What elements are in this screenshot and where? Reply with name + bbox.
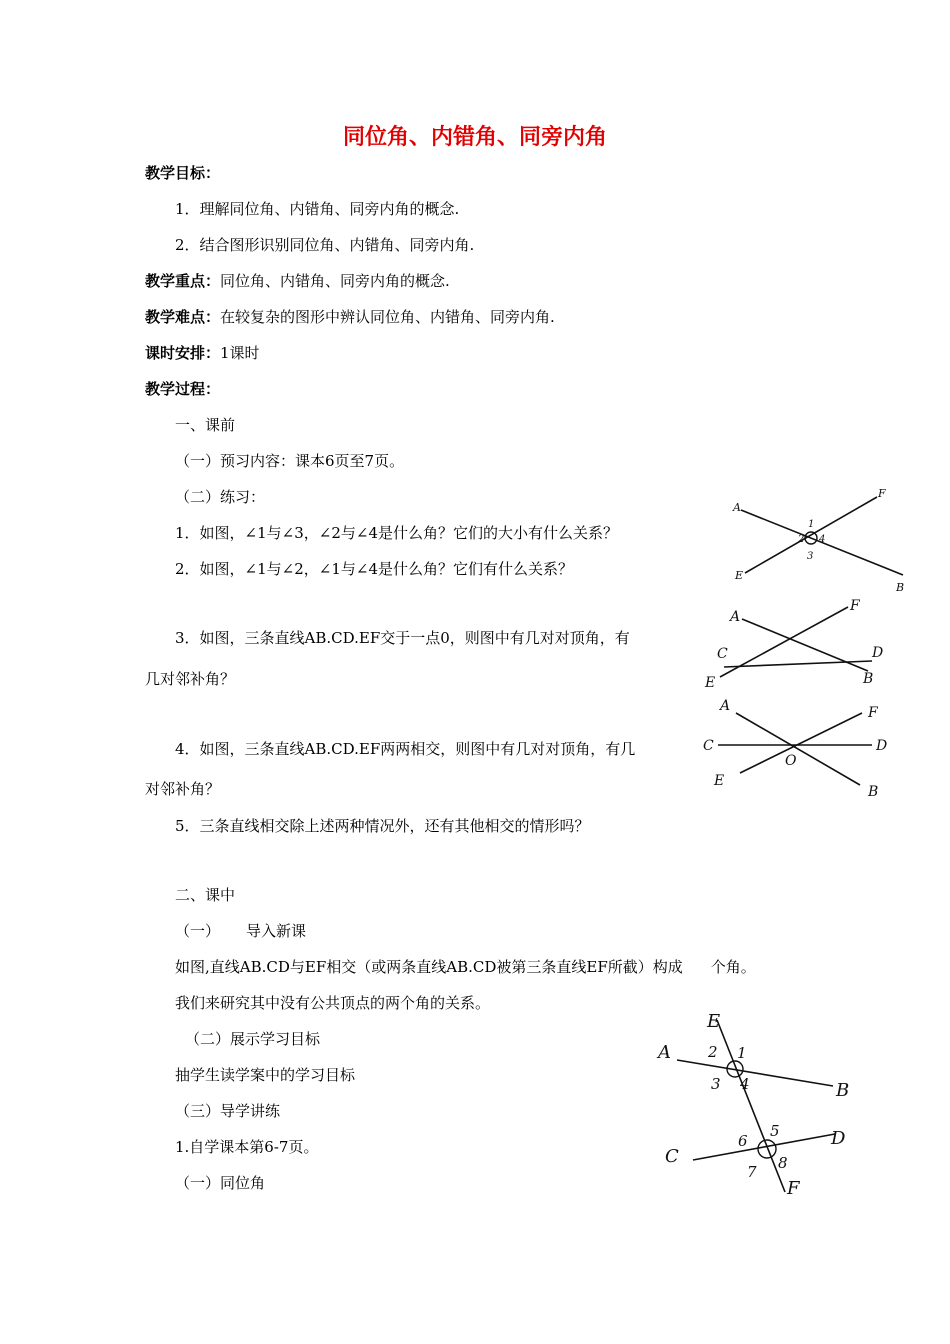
process-label: 教学过程： bbox=[145, 380, 221, 398]
process-heading bbox=[145, 379, 220, 399]
label-a: A bbox=[730, 609, 741, 625]
corresponding-angles-heading: （一）同位角 bbox=[175, 1174, 266, 1192]
goal-1: 1．理解同位角、内错角、同旁内角的概念. bbox=[175, 200, 460, 218]
label-o: O bbox=[785, 753, 797, 769]
page-title: 同位角、内错角、同旁内角 bbox=[342, 125, 607, 150]
intro-number: （一） bbox=[175, 922, 221, 940]
angle-1-label: 1 bbox=[808, 519, 815, 530]
figure-three-lines-one-point bbox=[700, 595, 900, 695]
line-ab bbox=[677, 1060, 833, 1086]
angle-2-label: 2 bbox=[708, 1043, 718, 1061]
goal-2: 2．结合图形识别同位角、内错角、同旁内角. bbox=[175, 236, 475, 254]
label-c: C bbox=[665, 1146, 679, 1167]
label-d: D bbox=[831, 1128, 846, 1149]
goals-heading bbox=[145, 163, 220, 183]
show-goals-text: 抽学生读学案中的学习目标 bbox=[175, 1066, 356, 1084]
question-4-line2: 对邻补角？ bbox=[145, 780, 221, 798]
intro-heading bbox=[175, 921, 306, 941]
label-b: B bbox=[868, 784, 879, 800]
question-1: 1．如图，∠1与∠3，∠2与∠4是什么角？它们的大小有什么关系？ bbox=[175, 524, 618, 542]
goals-label: 教学目标： bbox=[145, 164, 221, 182]
figure-three-lines-through-o bbox=[700, 695, 900, 805]
self-study: 1.自学课本第6-7页。 bbox=[175, 1138, 319, 1156]
label-a: A bbox=[658, 1042, 671, 1063]
intro-sentence-1-tail: 个角。 bbox=[710, 958, 756, 976]
angle-8-label: 8 bbox=[778, 1154, 788, 1172]
figure-intersecting-lines bbox=[725, 485, 915, 595]
preview-content: （一）预习内容：课本6页至7页。 bbox=[175, 452, 405, 470]
question-3-line1: 3．如图，三条直线AB.CD.EF交于一点0，则图中有几对对顶角，有 bbox=[175, 629, 630, 647]
label-e: E bbox=[714, 773, 725, 789]
difficulty-text: 在较复杂的图形中辨认同位角、内错角、同旁内角. bbox=[220, 308, 555, 326]
label-a: A bbox=[720, 698, 731, 714]
label-f: F bbox=[878, 487, 886, 500]
label-e: E bbox=[707, 1011, 721, 1032]
label-d: D bbox=[876, 738, 888, 754]
label-f: F bbox=[850, 598, 860, 614]
question-5: 5．三条直线相交除上述两种情况外，还有其他相交的情形吗？ bbox=[175, 817, 590, 835]
angle-4-label: 4 bbox=[819, 534, 826, 545]
figure-transversal bbox=[655, 1010, 855, 1200]
intro-title: 导入新课 bbox=[246, 922, 307, 940]
label-b: B bbox=[863, 671, 874, 687]
label-e: E bbox=[735, 569, 744, 582]
angle-3-label: 3 bbox=[807, 551, 814, 562]
section-in-class: 二、课中 bbox=[175, 886, 236, 904]
key-label: 教学重点： bbox=[145, 272, 221, 290]
label-c: C bbox=[717, 646, 728, 662]
time-label: 课时安排： bbox=[145, 344, 221, 362]
angle-1-label: 1 bbox=[737, 1044, 747, 1062]
intro-sentence-2: 我们来研究其中没有公共顶点的两个角的关系。 bbox=[175, 994, 491, 1012]
section-pre-class: 一、课前 bbox=[175, 416, 236, 434]
difficulty-label: 教学难点： bbox=[145, 308, 221, 326]
angle-4-label: 4 bbox=[740, 1075, 750, 1093]
question-4-line1: 4．如图，三条直线AB.CD.EF两两相交，则图中有几对对顶角，有几 bbox=[175, 740, 636, 758]
show-goals-heading: （二）展示学习目标 bbox=[185, 1030, 321, 1048]
difficult-point bbox=[145, 307, 555, 327]
label-b: B bbox=[896, 581, 905, 594]
label-b: B bbox=[836, 1080, 850, 1101]
line-ef bbox=[740, 713, 862, 773]
angle-3-label: 3 bbox=[711, 1075, 721, 1093]
label-a: A bbox=[733, 501, 741, 514]
angle-2-label: 2 bbox=[798, 534, 805, 545]
guided-practice-heading: （三）导学讲练 bbox=[175, 1102, 281, 1120]
label-c: C bbox=[703, 738, 714, 754]
angle-6-label: 6 bbox=[738, 1132, 748, 1150]
question-3-line2: 几对邻补角？ bbox=[145, 670, 236, 688]
label-e: E bbox=[705, 675, 716, 691]
label-d: D bbox=[872, 645, 884, 661]
angle-7-label: 7 bbox=[747, 1163, 757, 1181]
time-text: 1课时 bbox=[220, 344, 260, 362]
key-text: 同位角、内错角、同旁内角的概念. bbox=[220, 272, 450, 290]
label-f: F bbox=[868, 705, 878, 721]
intro-sentence-1 bbox=[175, 957, 756, 977]
key-point bbox=[145, 271, 450, 291]
question-2: 2．如图，∠1与∠2，∠1与∠4是什么角？它们有什么关系？ bbox=[175, 560, 573, 578]
intro-sentence-1-text: 如图,直线AB.CD与EF相交（或两条直线AB.CD被第三条直线EF所截）构成 bbox=[175, 958, 683, 976]
time-arrangement bbox=[145, 343, 260, 363]
angle-5-label: 5 bbox=[770, 1122, 780, 1140]
exercise-heading: （二）练习： bbox=[175, 488, 266, 506]
label-f: F bbox=[787, 1178, 800, 1199]
intersection-lower bbox=[758, 1140, 776, 1158]
